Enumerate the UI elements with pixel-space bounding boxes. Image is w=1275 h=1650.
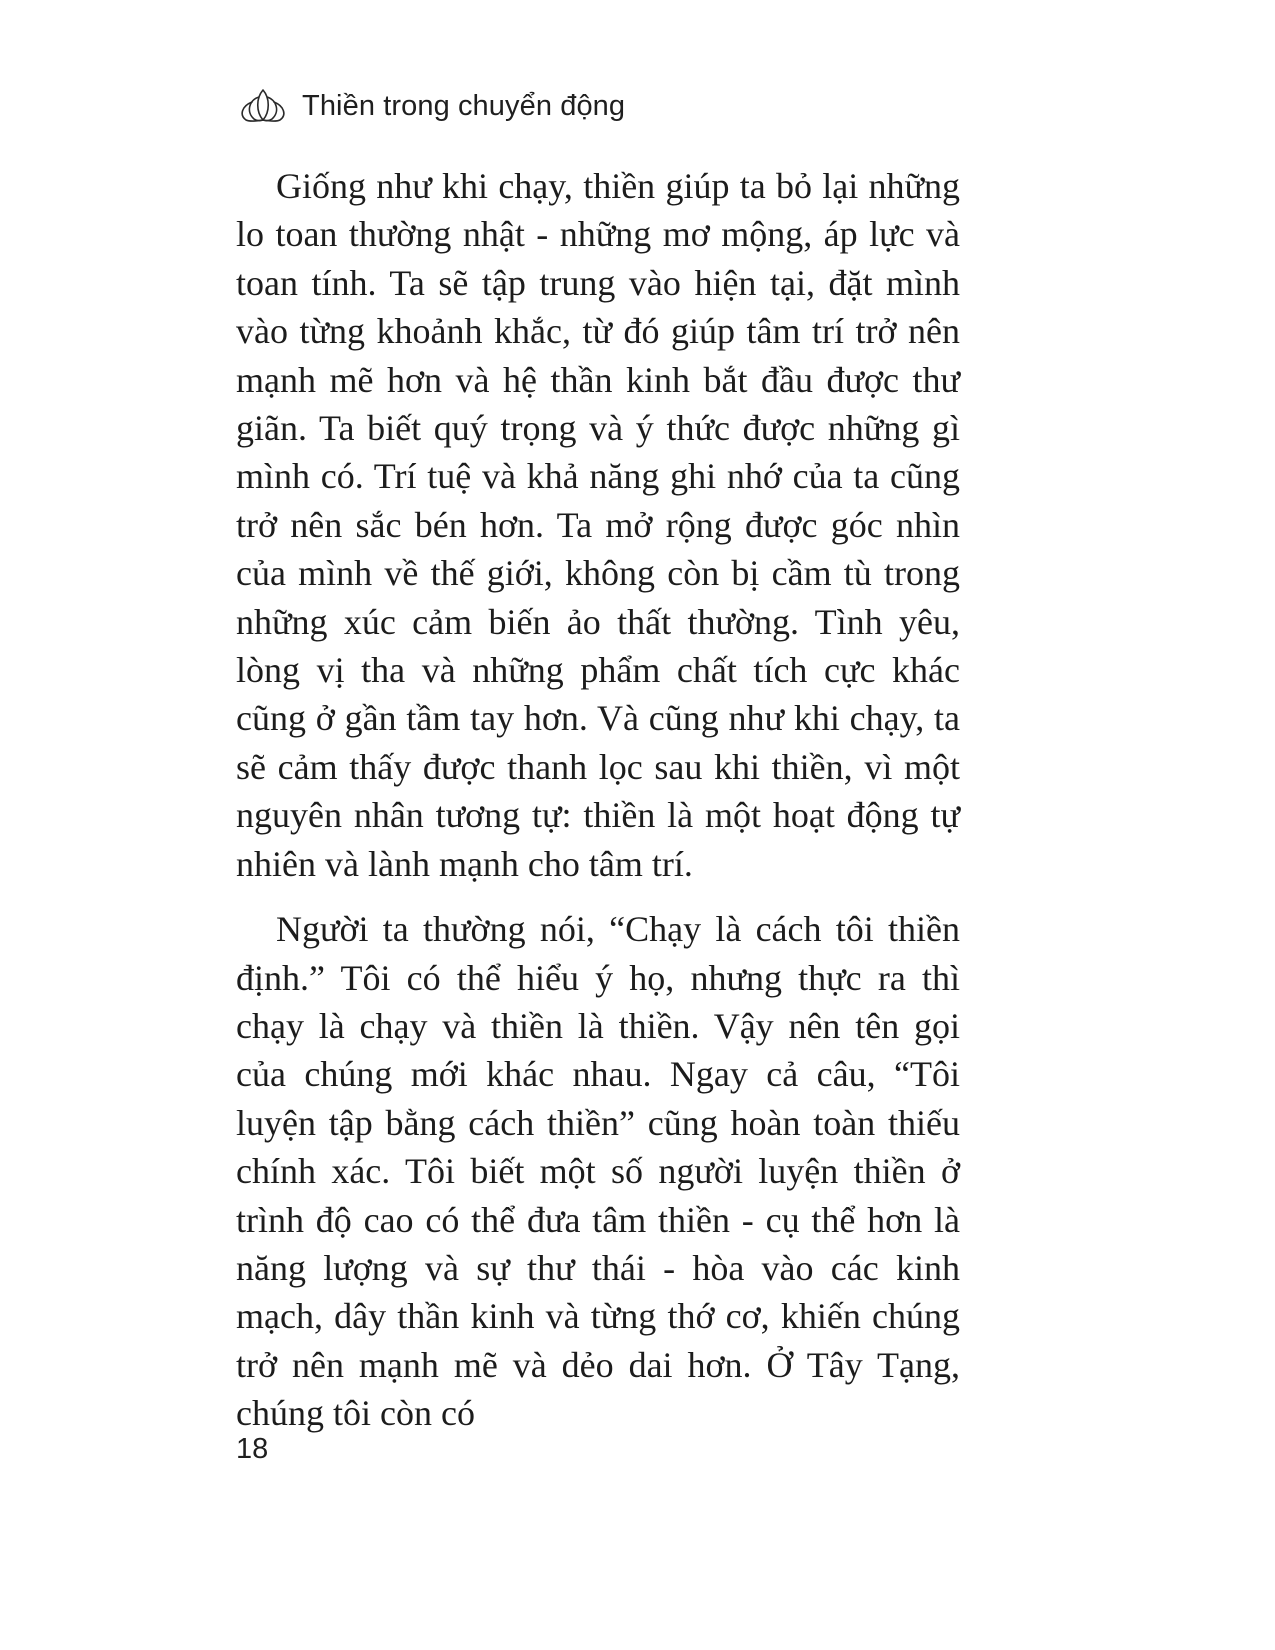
page-number: 18 — [236, 1433, 269, 1465]
paragraph: Giống như khi chạy, thiền giúp ta bỏ lại những lo toan thường nhật - những mơ mộng, áp lực và toan tính. Ta sẽ tập trung vào hiện tại, đặt mình vào từng khoảnh khắc, từ đó giúp tâm trí trở nên mạnh mẽ hơn và hệ thần kinh bắt đầu được thư giãn. Ta biết quý trọng và ý thức được những gì mình có. Trí tuệ và khả năng ghi nhớ của ta cũng trở nên sắc bén hơn. Ta mở rộng được góc nhìn của mình về thế giới, không còn bị cầm tù trong những xúc cảm biến ảo thất thường. Tình yêu, lòng vị tha và những phẩm chất tích cực khác cũng ở gần tầm tay hơn. Và cũng như khi chạy, ta sẽ cảm thấy được thanh lọc sau khi thiền, vì một nguyên nhân tương tự: thiền là một hoạt động tự nhiên và lành mạnh cho tâm trí. — [236, 166, 960, 884]
body-text — [236, 162, 960, 1438]
lotus-icon — [236, 86, 290, 126]
running-header — [236, 80, 625, 132]
running-header-title: Thiền trong chuyển động — [302, 89, 626, 122]
paragraph: Người ta thường nói, “Chạy là cách tôi thiền định.” Tôi có thể hiểu ý họ, nhưng thực ra thì chạy là chạy và thiền là thiền. Vậy nên tên gọi của chúng mới khác nhau. Ngay cả câu, “Tôi luyện tập bằng cách thiền” cũng hoàn toàn thiếu chính xác. Tôi biết một số người luyện thiền ở trình độ cao có thể đưa tâm thiền - cụ thể hơn là năng lượng và sự thư thái - hòa vào các kinh mạch, dây thần kinh và từng thớ cơ, khiến chúng trở nên mạnh mẽ và dẻo dai hơn. Ở Tây Tạng, chúng tôi còn có — [236, 909, 960, 1434]
